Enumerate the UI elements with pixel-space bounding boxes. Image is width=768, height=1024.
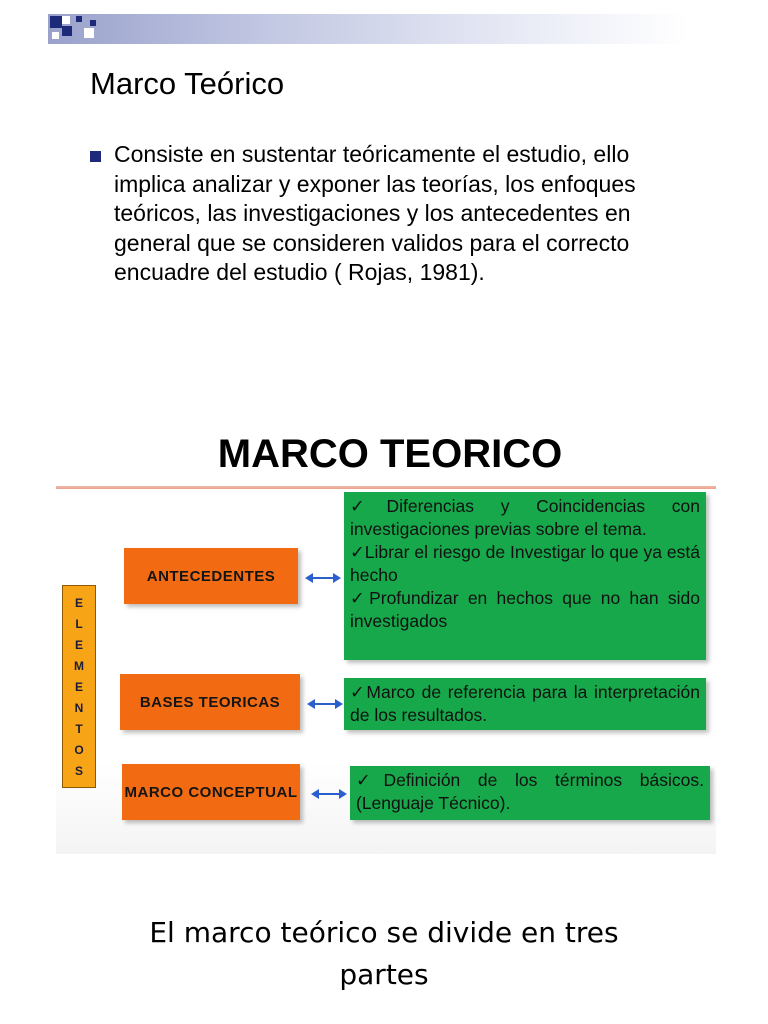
decorative-square (52, 32, 59, 39)
elementos-letter: M (74, 658, 84, 673)
decorative-header-bar (48, 14, 688, 44)
antecedentes-box (124, 548, 298, 604)
double-arrow-icon (306, 697, 344, 711)
decorative-square (84, 28, 94, 38)
bases-teoricas-box (120, 674, 300, 730)
elementos-letter: E (74, 679, 83, 694)
antecedentes-label: ANTECEDENTES (146, 567, 276, 585)
elementos-letter: O (74, 742, 84, 757)
detail-point: ✓Librar el riesgo de Investigar lo que ya está hecho (350, 542, 700, 585)
detail-point: ✓Diferencias y Coincidencias con investigaciones previas sobre el tema. (350, 496, 700, 539)
double-arrow-icon (310, 787, 348, 801)
footer-line: El marco teórico se divide en tres (149, 916, 619, 949)
diagram-title: MARCO TEORICO (217, 432, 563, 476)
elementos-letter: L (75, 616, 83, 631)
elementos-letter: T (75, 721, 83, 736)
detail-point: ✓Marco de referencia para la interpretación de los resultados. (350, 682, 700, 725)
elementos-letter: N (74, 700, 84, 715)
elementos-letter: E (74, 637, 83, 652)
decorative-square (90, 20, 96, 26)
decorative-square (50, 16, 62, 28)
decorative-square (76, 16, 82, 22)
detail-point: ✓Profundizar en hechos que no han sido investigados (350, 588, 700, 631)
marco-conceptual-label: MARCO CONCEPTUAL (124, 783, 298, 801)
bases-teoricas-label: BASES TEORICAS (139, 693, 281, 711)
bullet-square-icon (90, 151, 101, 162)
decorative-square (62, 26, 72, 36)
bases-teoricas-details-box (344, 678, 706, 730)
definition-text: Consiste en sustentar teóricamente el estudio, ello implica analizar y exponer las teorías, los enfoques teóricos, las investigaciones y los antecedentes en general que se consideren validos para el correcto encuadre del estudio ( Rojas, 1981). (114, 141, 636, 286)
detail-point: ✓Definición de los términos básicos. (Lenguaje Técnico). (356, 770, 704, 813)
double-arrow-icon (304, 571, 342, 585)
antecedentes-details-box (344, 492, 706, 660)
elementos-label-box (62, 585, 96, 788)
marco-conceptual-box (122, 764, 300, 820)
decorative-square (62, 16, 70, 24)
slide-title: Marco Teórico (90, 66, 285, 101)
footer-caption (0, 912, 768, 996)
elementos-letter: S (74, 763, 83, 778)
footer-line: partes (339, 958, 429, 991)
elementos-letter: E (74, 595, 83, 610)
marco-conceptual-details-box (350, 766, 710, 820)
divider (56, 486, 716, 489)
